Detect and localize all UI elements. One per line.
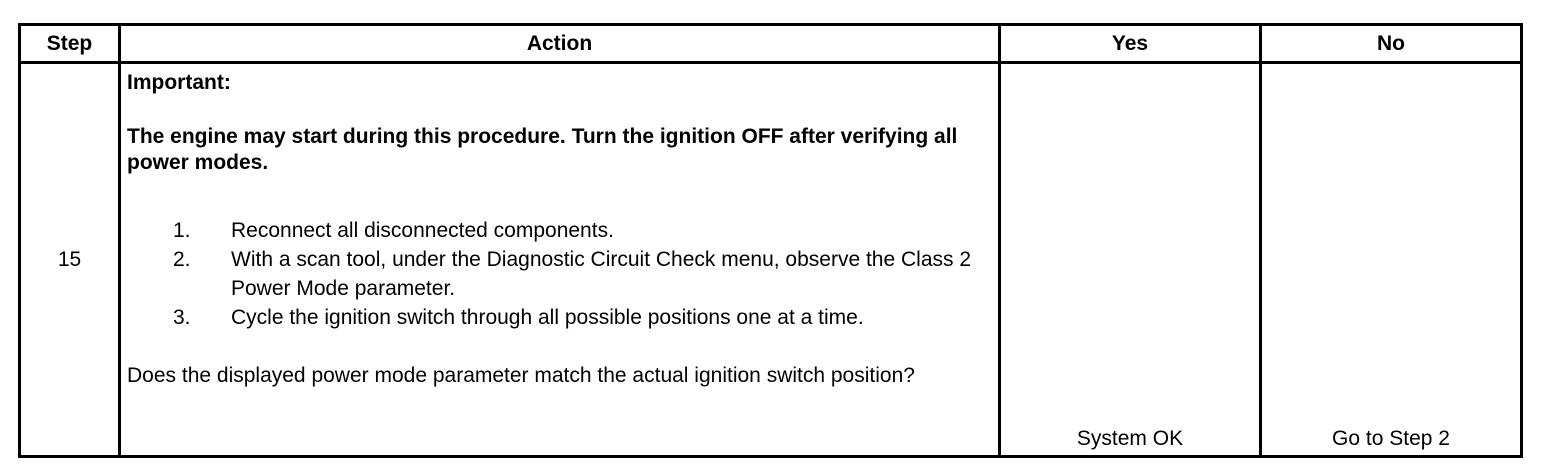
important-label: Important: (127, 71, 231, 94)
header-yes: Yes (1000, 25, 1261, 63)
header-step: Step (20, 25, 120, 63)
yes-result: System OK (1000, 63, 1261, 457)
list-item (127, 303, 988, 332)
procedure-steps (127, 216, 988, 332)
header-row (20, 25, 1522, 63)
table-row (20, 63, 1522, 457)
step-item-number: 2. (173, 248, 191, 271)
step-item-number: 1. (173, 219, 191, 242)
diagnostic-table (18, 23, 1523, 458)
step-item-text: Cycle the ignition switch through all possible positions one at a time. (231, 306, 864, 329)
step-item-text: With a scan tool, under the Diagnostic Circuit Check menu, observe the Class 2 Power Mode parameter. (231, 248, 972, 300)
step-item-number: 3. (173, 306, 191, 329)
important-note: The engine may start during this procedure. Turn the ignition OFF after verifying all power modes. (127, 125, 958, 174)
action-cell (120, 63, 1000, 457)
no-result: Go to Step 2 (1261, 63, 1522, 457)
step-item-text: Reconnect all disconnected components. (231, 219, 614, 242)
header-action: Action (120, 25, 1000, 63)
list-item (127, 245, 988, 303)
step-number: 15 (20, 63, 120, 457)
header-no: No (1261, 25, 1522, 63)
diagnostic-question: Does the displayed power mode parameter match the actual ignition switch position? (127, 364, 915, 387)
list-item (127, 216, 988, 245)
